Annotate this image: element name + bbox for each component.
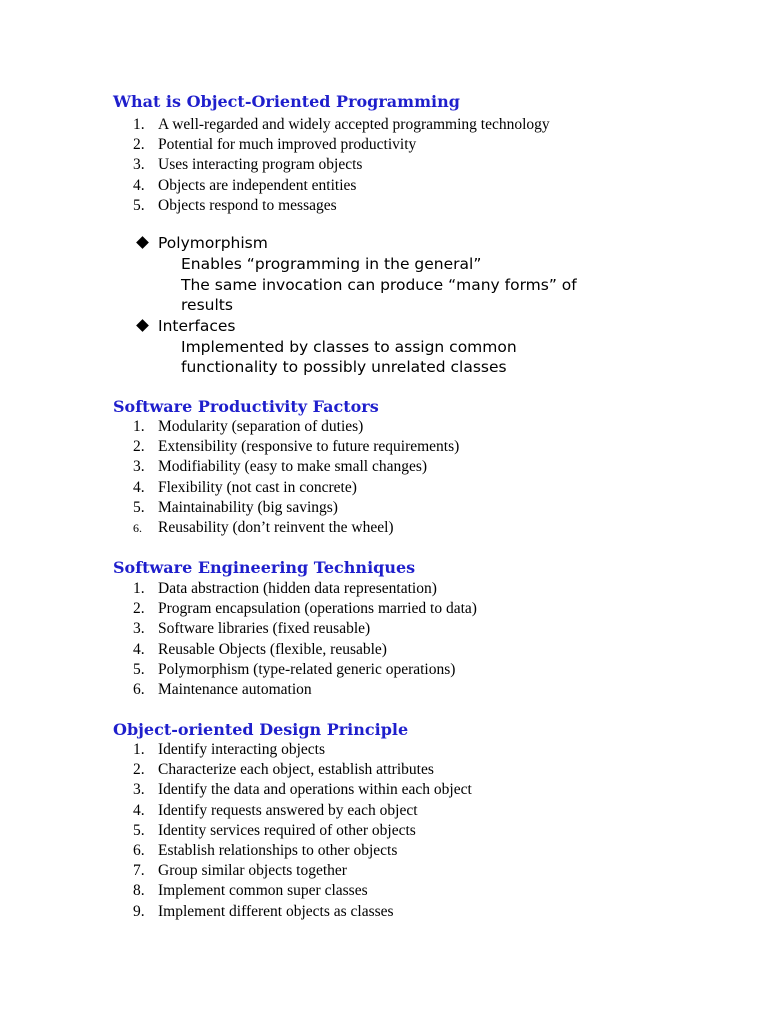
item-text: Program encapsulation (operations married to data) [158, 600, 477, 618]
item-number: 5. [133, 821, 145, 839]
item-text: Maintainability (big savings) [158, 498, 338, 516]
item-number: 5. [133, 196, 145, 214]
item-text: Maintenance automation [158, 680, 312, 698]
item-text: Reusable Objects (flexible, reusable) [158, 640, 387, 658]
item-text: Polymorphism (type-related generic operations) [158, 660, 456, 678]
item-number: 2. [133, 600, 145, 618]
item-number: 4. [133, 478, 145, 496]
item-text: Identity services required of other objects [158, 821, 416, 839]
item-number: 3. [133, 781, 145, 799]
item-text: Flexibility (not cast in concrete) [158, 478, 357, 496]
item-number: 9. [133, 902, 145, 920]
item-text: Establish relationships to other objects [158, 841, 398, 859]
item-number: 1. [133, 580, 145, 597]
item-number: 6. [133, 680, 145, 698]
item-number: 5. [133, 660, 145, 678]
item-text: Identify the data and operations within each object [158, 781, 472, 799]
item-number: 3. [133, 620, 145, 638]
item-number: 3. [133, 156, 145, 174]
item-text: Identify requests answered by each object [158, 801, 418, 819]
item-number: 3. [133, 458, 145, 476]
bullet-line: The same invocation can produce “many forms” of [181, 275, 577, 294]
bullet-label: Polymorphism [158, 234, 268, 252]
item-number: 6. [133, 841, 145, 859]
item-text: Implement different objects as classes [158, 902, 394, 920]
item-text: Modularity (separation of duties) [158, 418, 364, 435]
item-text: Group similar objects together [158, 862, 347, 880]
item-text: Modifiability (easy to make small changes) [158, 458, 428, 476]
item-text: Identify interacting objects [158, 741, 325, 758]
bullet-line: functionality to possibly unrelated classes [181, 358, 507, 376]
bullet-label: Interfaces [158, 316, 236, 335]
section-heading-oop: What is Object-Oriented Programming [113, 92, 460, 111]
item-number: 6. [133, 520, 142, 535]
diamond-bullet-icon [136, 236, 149, 249]
item-number: 4. [133, 176, 145, 194]
section-heading-design: Object-oriented Design Principle [113, 720, 409, 739]
item-number: 1. [133, 116, 145, 133]
item-text: Potential for much improved productivity [158, 136, 417, 154]
item-text: Objects are independent entities [158, 176, 357, 194]
item-number: 4. [133, 801, 145, 819]
item-text: Reusability (don’t reinvent the wheel) [158, 518, 394, 536]
item-text: Objects respond to messages [158, 196, 337, 214]
item-text: Implement common super classes [158, 882, 368, 900]
item-text: A well-regarded and widely accepted programming technology [158, 116, 550, 133]
item-number: 7. [133, 862, 145, 880]
item-text: Characterize each object, establish attributes [158, 761, 434, 779]
item-number: 8. [133, 882, 145, 900]
item-text: Extensibility (responsive to future requirements) [158, 438, 460, 456]
section-heading-techniques: Software Engineering Techniques [113, 558, 416, 577]
diamond-bullet-icon [136, 319, 149, 332]
section-heading-productivity: Software Productivity Factors [113, 397, 379, 416]
item-number: 4. [133, 640, 145, 658]
item-text: Data abstraction (hidden data representation) [158, 580, 437, 597]
item-number: 1. [133, 741, 145, 758]
item-number: 1. [133, 418, 145, 435]
bullet-line: Implemented by classes to assign common [181, 337, 517, 356]
item-number: 2. [133, 438, 145, 456]
item-number: 2. [133, 136, 145, 154]
item-number: 5. [133, 498, 145, 516]
item-text: Software libraries (fixed reusable) [158, 620, 371, 638]
bullet-line: results [181, 296, 233, 314]
item-text: Uses interacting program objects [158, 156, 363, 174]
item-number: 2. [133, 761, 145, 779]
bullet-line: Enables “programming in the general” [181, 255, 482, 273]
